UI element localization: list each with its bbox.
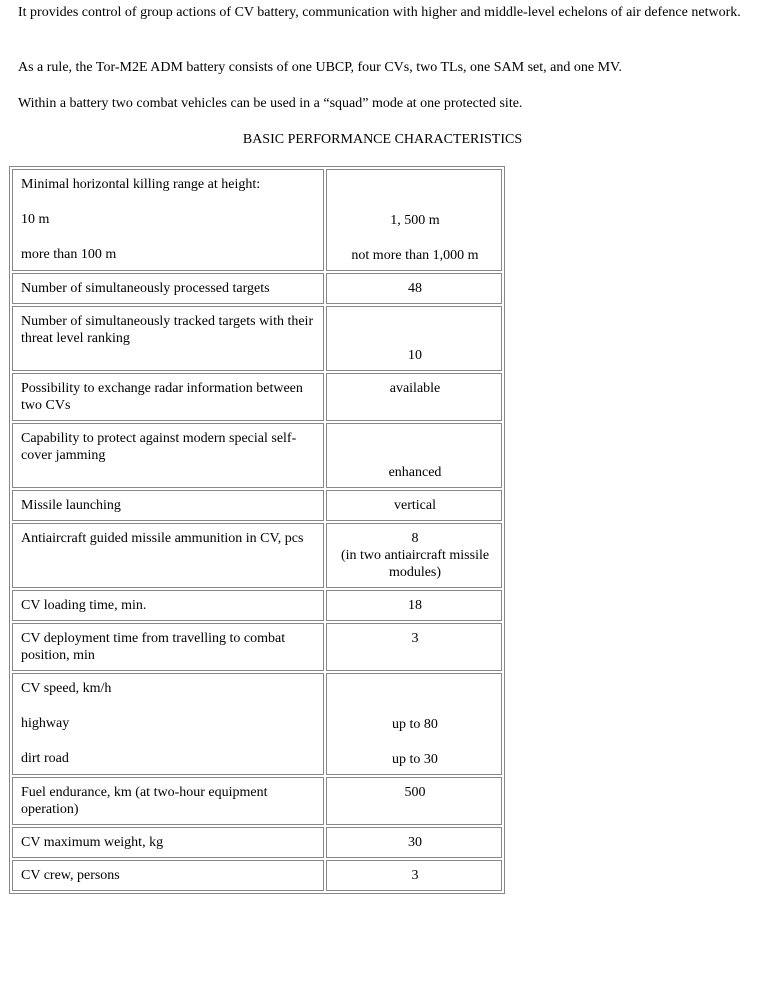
row-sublabel: highway <box>21 716 70 731</box>
row-label: CV crew, persons <box>12 860 324 891</box>
row-value: not more than 1,000 m <box>351 248 479 263</box>
row-label: Minimal horizontal killing range at height: <box>21 177 261 192</box>
table-row <box>12 306 502 371</box>
intro-paragraph-2: As a rule, the Tor-M2E ADM battery consists of one UBCP, four CVs, two TLs, one SAM set, and one MV. <box>18 60 622 75</box>
row-value: vertical <box>326 490 502 521</box>
intro-paragraph-3: Within a battery two combat vehicles can be used in a “squad” mode at one protected site. <box>18 96 523 111</box>
table-row <box>12 673 502 775</box>
row-value: 3 <box>326 623 502 671</box>
row-label: CV speed, km/h <box>21 681 112 696</box>
row-label: Possibility to exchange radar information between two CVs <box>12 373 324 421</box>
row-value: 8 <box>411 531 419 546</box>
row-label: CV maximum weight, kg <box>12 827 324 858</box>
table-row <box>12 169 502 271</box>
table-row <box>12 423 502 488</box>
row-value-cell <box>326 673 502 775</box>
row-label: Fuel endurance, km (at two-hour equipment operation) <box>12 777 324 825</box>
row-value-cell <box>326 523 502 588</box>
row-value: enhanced <box>326 423 502 488</box>
table-row <box>12 777 502 825</box>
row-value: 30 <box>326 827 502 858</box>
row-value: 10 <box>326 306 502 371</box>
row-value: available <box>326 373 502 421</box>
row-value: 1, 500 m <box>390 213 440 228</box>
table-row <box>12 623 502 671</box>
row-value: 18 <box>326 590 502 621</box>
row-label-cell <box>12 169 324 271</box>
row-value: 500 <box>326 777 502 825</box>
row-value: up to 80 <box>392 717 438 732</box>
table-row <box>12 590 502 621</box>
table-row <box>12 523 502 588</box>
row-label: Number of simultaneously tracked targets with their threat level ranking <box>12 306 324 371</box>
row-label: Antiaircraft guided missile ammunition in CV, pcs <box>12 523 324 588</box>
table-row <box>12 490 502 521</box>
section-heading: BASIC PERFORMANCE CHARACTERISTICS <box>242 132 523 147</box>
table-row <box>12 373 502 421</box>
row-value-note: (in two antiaircraft missile modules) <box>340 548 490 580</box>
row-sublabel: dirt road <box>21 751 69 766</box>
table-row <box>12 860 502 891</box>
row-value-cell <box>326 169 502 271</box>
row-value: 48 <box>326 273 502 304</box>
row-value: 3 <box>326 860 502 891</box>
intro-paragraph-1: It provides control of group actions of CV battery, communication with higher and middle-level echelons of air defence network. <box>18 5 741 20</box>
table-row <box>12 273 502 304</box>
row-label: Number of simultaneously processed targets <box>12 273 324 304</box>
row-label: CV loading time, min. <box>12 590 324 621</box>
row-label: Missile launching <box>12 490 324 521</box>
row-sublabel: more than 100 m <box>21 247 117 262</box>
performance-table <box>9 166 505 894</box>
row-label: CV deployment time from travelling to combat position, min <box>12 623 324 671</box>
row-value: up to 30 <box>392 752 438 767</box>
row-sublabel: 10 m <box>21 212 50 227</box>
row-label: Capability to protect against modern special self-cover jamming <box>12 423 324 488</box>
row-label-cell <box>12 673 324 775</box>
table-row <box>12 827 502 858</box>
